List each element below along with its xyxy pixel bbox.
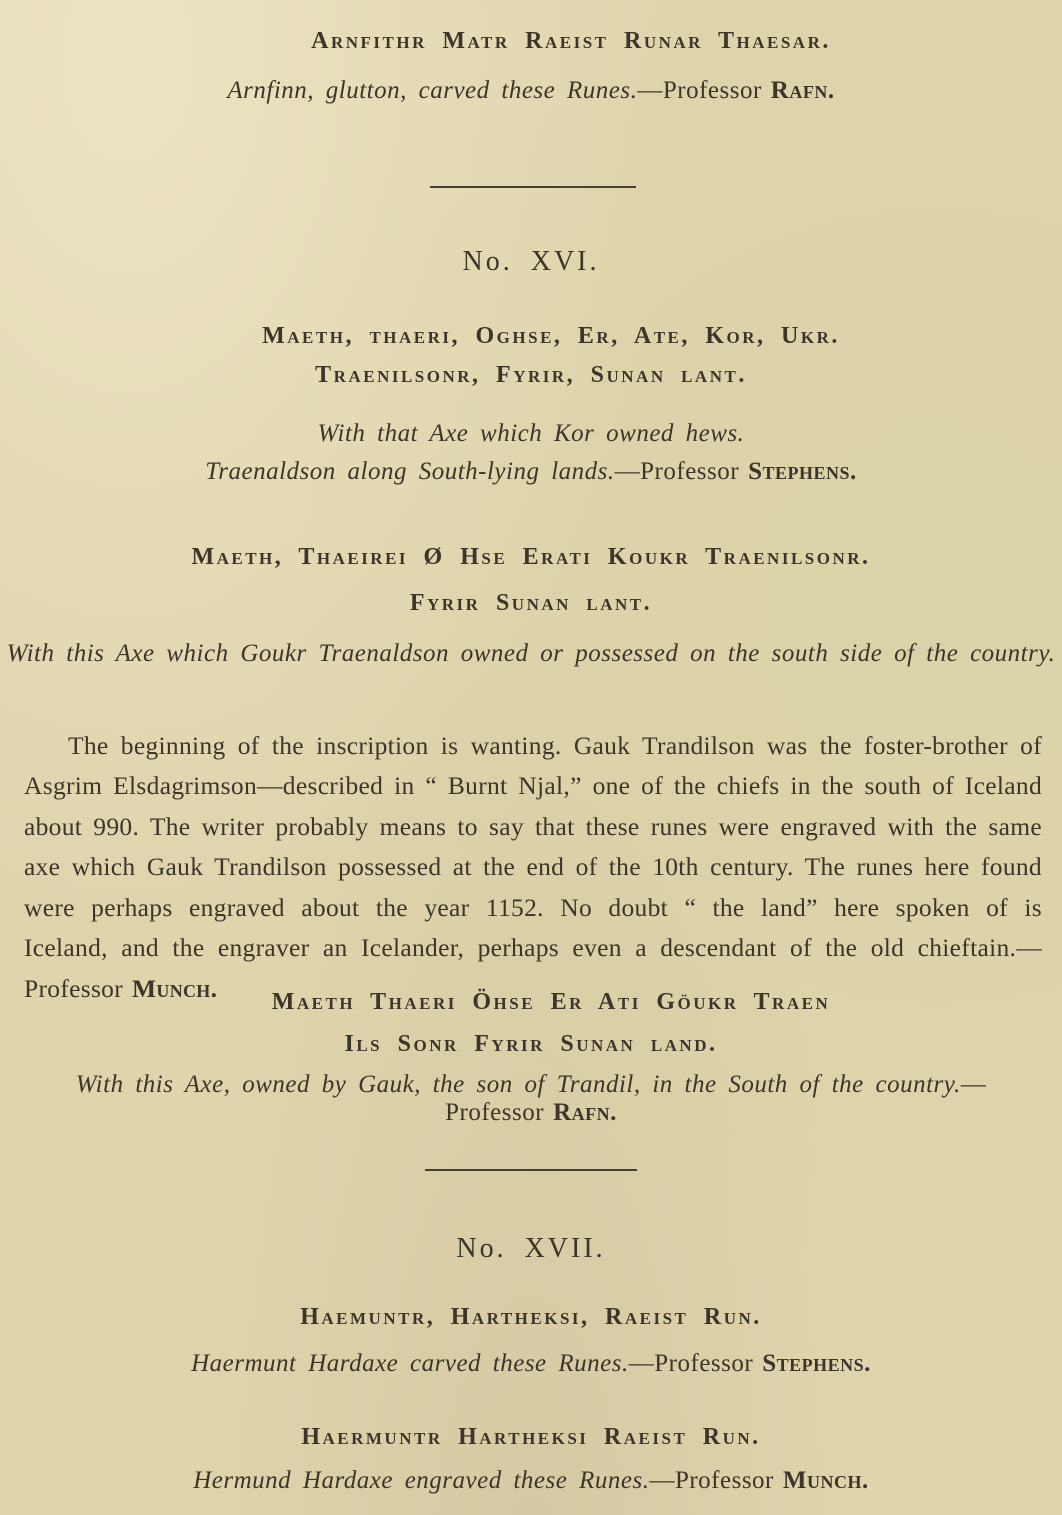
attribution-label: —Professor — [649, 1467, 774, 1494]
translation-rafn-full — [0, 1071, 1062, 1127]
translation-haermunt — [0, 1350, 1062, 1378]
translation-stephens-line2 — [0, 458, 1062, 486]
attribution-name: Stephens. — [762, 1350, 871, 1377]
translation-text: With this Axe, owned by Gauk, the son of Trandil, in the South of the country. — [75, 1071, 961, 1098]
section-heading-xvi: No. XVI. — [462, 246, 600, 277]
section-divider — [430, 186, 636, 188]
translation-text: With that Axe which Kor owned hews. — [317, 420, 745, 447]
translation-text: Arnfinn, glutton, carved these Runes. — [227, 77, 638, 104]
attribution-label: —Professor — [637, 77, 762, 104]
commentary-text: The beginning of the inscription is wanting. Gauk Trandilson was the foster-brother of Asgrim Elsdagrimson—described in “ Burnt Njal,” one of the chiefs in the south of Iceland about 990. The writer probably means to say that these runes were engraved with the same axe which Gauk Trandilson possessed at the end of the 10th century. The runes here found were perhaps engraved about the year 1152. No doubt “ the land” here spoken of is Iceland, and the engraver an Icelander, perhaps even a descendant of the old chieftain.—Professor — [24, 730, 1042, 1004]
attribution-name: Rafn. — [770, 77, 835, 104]
runic-reading-stephens-line1: Maeth, thaeri, Oghse, Er, Ate, Kor, Ukr. — [262, 323, 840, 349]
attribution-label: —Professor — [445, 1071, 987, 1126]
attribution-label: —Professor — [628, 1350, 754, 1377]
attribution-name: Munch. — [132, 974, 218, 1004]
translation-stephens-line1 — [0, 420, 1062, 448]
translation-arnfinn — [0, 77, 1062, 105]
runic-reading-variant-line2: Fyrir Sunan lant. — [409, 590, 653, 616]
attribution-name: Munch. — [782, 1467, 869, 1494]
translation-goukr-full — [0, 640, 1062, 668]
section-heading-xvii: No. XVII. — [456, 1233, 606, 1264]
translation-text: With this Axe which Goukr Traenaldson owned or possessed on the south side of the country. — [6, 640, 1056, 667]
translation-text: Haermunt Hardaxe carved these Runes. — [191, 1350, 629, 1377]
section-divider — [425, 1169, 637, 1171]
runic-reading-variant-line1: Maeth, Thaeirei Ø Hse Erati Koukr Traenilsonr. — [191, 544, 871, 570]
runic-reading-haermuntr: Haermuntr Hartheksi Raeist Run. — [301, 1424, 761, 1450]
commentary-paragraph — [24, 726, 1042, 1010]
runic-reading-haemuntr: Haemuntr, Hartheksi, Raeist Run. — [300, 1304, 762, 1330]
runic-reading-rafn-line1: Maeth Thaeri Öhse Er Ati Göukr Traen — [271, 989, 831, 1015]
attribution-label: —Professor — [614, 458, 740, 485]
translation-text: Hermund Hardaxe engraved these Runes. — [193, 1467, 650, 1494]
runic-reading-stephens-line2: Traenilsonr, Fyrir, Sunan lant. — [315, 362, 747, 388]
runic-inscription-arnfithr: Arnfithr Matr Raeist Runar Thaesar. — [311, 28, 831, 54]
translation-hermund — [0, 1467, 1062, 1495]
translation-text: Traenaldson along South-lying lands. — [205, 458, 615, 485]
attribution-name: Stephens. — [748, 458, 857, 485]
runic-reading-rafn-line2: Ils Sonr Fyrir Sunan land. — [344, 1031, 718, 1057]
attribution-name: Rafn. — [553, 1099, 617, 1126]
